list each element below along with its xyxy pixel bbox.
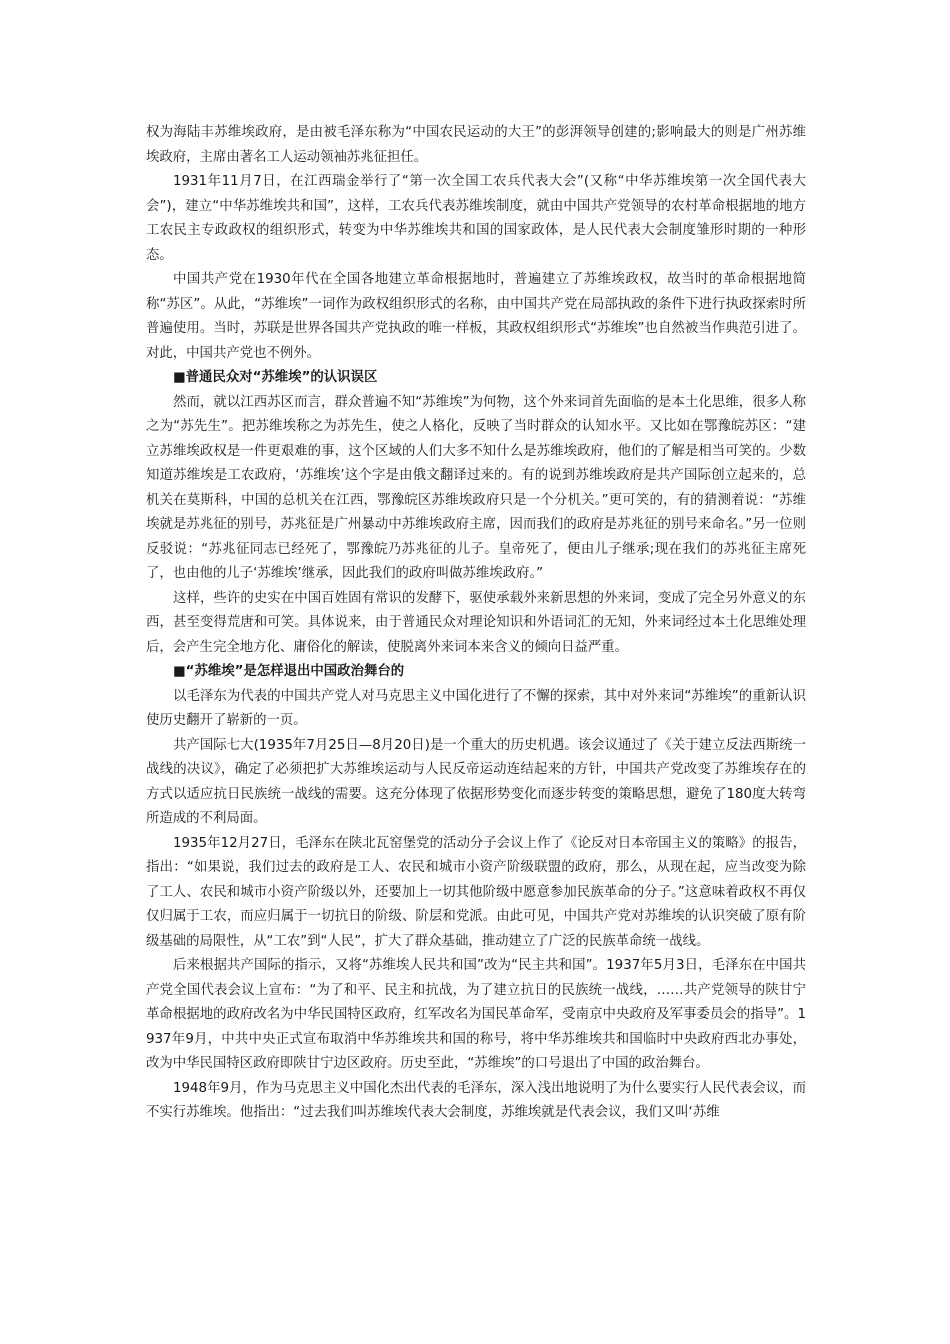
paragraph-comintern-seventh: 共产国际七大(1935年7月25日—8月20日)是一个重大的历史机遇。该会议通过了《关于建立反法西斯统一战线的决议》，确定了必须把扩大苏维埃运动与人民反帝运动连结起来的方针，中国共产党改变了苏维埃存在的方式以适应抗日民族统一战线的需要。这充分体现了依据形势变化而逐步转变的策略思想，避免了180度大转弯所造成的不利局面。 [146,737,806,826]
paragraph-continued: 权为海陆丰苏维埃政府，是由被毛泽东称为“中国农民运动的大王”的彭湃领导创建的;影响最大的则是广州苏维埃政府，主席由著名工人运动领袖苏兆征担任。 [146,125,806,165]
paragraph-1931-congress: 1931年11月7日，在江西瑞金举行了“第一次全国工农兵代表大会”(又称“中华苏维埃第一次全国代表大会”)，建立“中华苏维埃共和国”，这样，工农兵代表苏维埃制度，就由中国共产党领导的农村革命根据地的地方工农民主专政政权的组织形式，转变为中华苏维埃共和国的国家政体，是人民代表大会制度雏形时期的一种形态。 [146,174,806,263]
section-heading-misconceptions: ■普通民众对“苏维埃”的认识误区 [173,370,378,385]
paragraph-1948-mao: 1948年9月，作为马克思主义中国化杰出代表的毛泽东，深入浅出地说明了为什么要实行人民代表会议，而不实行苏维埃。他指出：“过去我们叫苏维埃代表大会制度，苏维埃就是代表会议，我们又叫‘苏维 [146,1080,806,1120]
paragraph-1935-wayaobao: 1935年12月27日，毛泽东在陕北瓦窑堡党的活动分子会议上作了《论反对日本帝国主义的策略》的报告，指出：“如果说，我们过去的政府是工人、农民和城市小资产阶级联盟的政府，那么，从现在起，应当改变为除了工人、农民和城市小资产阶级以外，还要加上一切其他阶级中愿意参加民族革命的分子。”这意味着政权不再仅仅归属于工农，而应归属于一切抗日的阶级、阶层和党派。由此可见，中国共产党对苏维埃的认识突破了原有阶级基础的局限性，从“工农”到“人民”，扩大了群众基础，推动建立了广泛的民族革命统一战线。 [146,835,806,949]
paragraph-jiangxi-misconceptions: 然而，就以江西苏区而言，群众普遍不知“苏维埃”为何物，这个外来词首先面临的是本土化思维，很多人称之为“苏先生”。把苏维埃称之为苏先生，使之人格化，反映了当时群众的认知水平。又比如在鄂豫皖苏区：“建立苏维埃政权是一件更艰难的事，这个区域的人们大多不知什么是苏维埃政府，他们的了解是相当可笑的。少数知道苏维埃是工农政府，‘苏维埃’这个字是由俄文翻译过来的。有的说到苏维埃政府是共产国际创立起来的，总机关在莫斯科，中国的总机关在江西，鄂豫皖区苏维埃政府只是一个分机关。”更可笑的，有的猜测着说：“苏维埃就是苏兆征的别号，苏兆征是广州暴动中苏维埃政府主席，因而我们的政府是苏兆征的别号来命名。”另一位则反驳说：“苏兆征同志已经死了，鄂豫皖乃苏兆征的儿子。皇帝死了，便由儿子继承;现在我们的苏兆征主席死了，也由他的儿子‘苏维埃’继承，因此我们的政府叫做苏维埃政府。” [146,394,806,581]
section-heading-exit: ■“苏维埃”是怎样退出中国政治舞台的 [173,664,405,679]
paragraph-1930s-soviet-areas: 中国共产党在1930年代在全国各地建立革命根据地时，普遍建立了苏维埃政权，故当时的革命根据地简称“苏区”。从此，“苏维埃”一词作为政权组织形式的名称，由中国共产党在局部执政的条件下进行执政探索时所普遍使用。当时，苏联是世界各国共产党执政的唯一样板，其政权组织形式“苏维埃”也自然被当作典范引进了。对此，中国共产党也不例外。 [146,272,806,361]
paragraph-mao-exploration: 以毛泽东为代表的中国共产党人对马克思主义中国化进行了不懈的探索，其中对外来词“苏维埃”的重新认识使历史翻开了崭新的一页。 [146,688,806,728]
document-page [146,121,806,1126]
paragraph-1937-rename: 后来根据共产国际的指示，又将“苏维埃人民共和国”改为“民主共和国”。1937年5月3日，毛泽东在中国共产党全国代表会议上宣布：“为了和平、民主和抗战，为了建立抗日的民族统一战线，……共产党领导的陕甘宁革命根据地的政府改名为中华民国特区政府，红军改名为国民革命军，受南京中央政府及军事委员会的指导”。1937年9月，中共中央正式宣布取消中华苏维埃共和国的称号，将中华苏维埃共和国临时中央政府西北办事处，改为中华民国特区政府即陕甘宁边区政府。历史至此，“苏维埃”的口号退出了中国的政治舞台。 [146,958,806,1071]
paragraph-localization: 这样，些许的史实在中国百姓固有常识的发酵下，驱使承载外来新思想的外来词，变成了完全另外意义的东西，甚至变得荒唐和可笑。具体说来，由于普通民众对理论知识和外语词汇的无知，外来词经过本土化思维处理后，会产生完全地方化、庸俗化的解读，使脱离外来词本来含义的倾向日益严重。 [146,590,806,655]
